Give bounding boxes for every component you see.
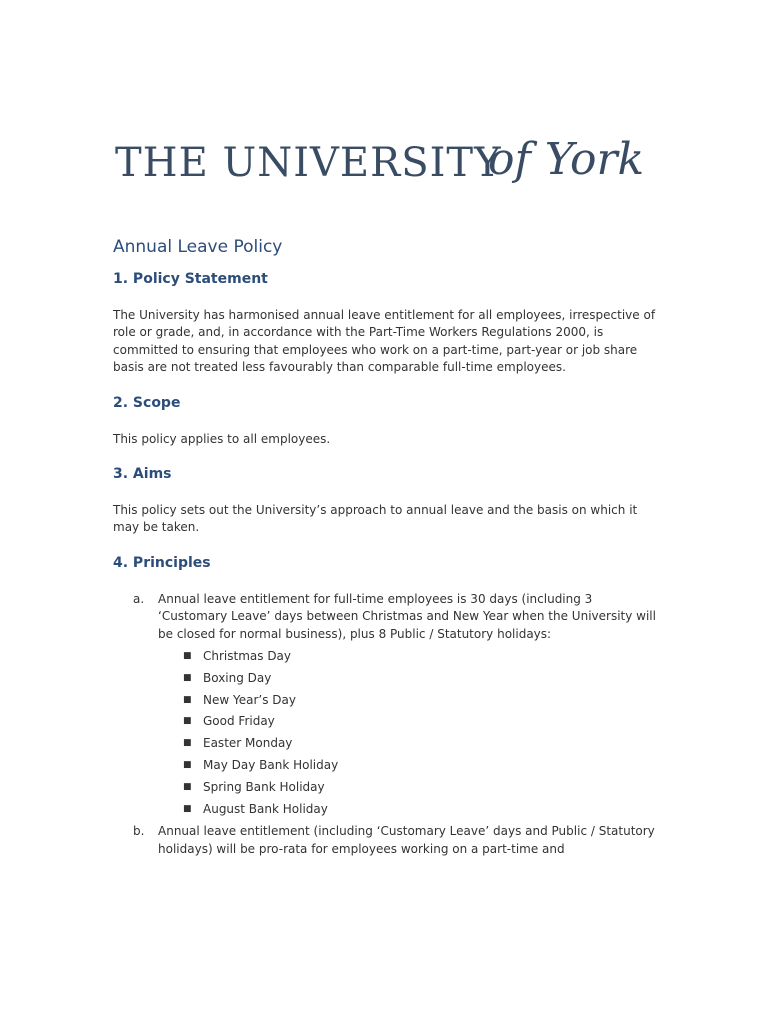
principle-marker: a.	[133, 591, 145, 606]
section-heading-scope: 2. Scope	[113, 394, 181, 411]
holiday-list	[158, 646, 658, 820]
university-of-york-logo	[110, 118, 660, 208]
square-bullet-icon: ■	[183, 672, 192, 683]
holiday-item	[158, 733, 658, 755]
principle-marker: b.	[133, 824, 145, 839]
principle-text: Annual leave entitlement for full-time employees is 30 days (including 3 ‘Customary Leave’ days between Christmas and New Year when the University will be closed for normal business), plus 8 Public / Statutory holidays:	[158, 591, 656, 641]
square-bullet-icon: ■	[183, 738, 192, 749]
logo-text-main: THE UNIVERSITY	[115, 140, 502, 186]
document-title: Annual Leave Policy	[113, 237, 283, 257]
holiday-label: Easter Monday	[203, 736, 293, 751]
square-bullet-icon: ■	[183, 781, 192, 792]
section-heading-policy-statement: 1. Policy Statement	[113, 271, 268, 287]
holiday-label: New Year’s Day	[203, 692, 296, 707]
principle-text: Annual leave entitlement (including ‘Customary Leave’ days and Public / Statutory holidays) will be pro-rata for employees working on a part-time and	[158, 824, 655, 856]
square-bullet-icon: ■	[183, 694, 192, 705]
section-heading-principles: 4. Principles	[113, 554, 211, 571]
principle-item	[113, 823, 658, 858]
holiday-label: Boxing Day	[203, 670, 272, 685]
holiday-item	[158, 755, 658, 777]
principle-item	[113, 591, 658, 821]
holiday-label: Spring Bank Holiday	[203, 779, 325, 794]
holiday-item	[158, 646, 658, 668]
square-bullet-icon: ■	[183, 760, 192, 771]
square-bullet-icon: ■	[183, 716, 192, 727]
holiday-item	[158, 690, 658, 712]
logo-text-script: of York	[488, 134, 645, 185]
holiday-item	[158, 668, 658, 690]
holiday-item	[158, 777, 658, 799]
holiday-label: Christmas Day	[203, 649, 292, 664]
holiday-item	[158, 711, 658, 733]
section-text-aims: This policy sets out the University’s approach to annual leave and the basis on which it may be taken.	[113, 503, 638, 535]
holiday-label: August Bank Holiday	[203, 801, 328, 816]
holiday-item	[158, 799, 658, 821]
square-bullet-icon: ■	[183, 651, 192, 662]
holiday-label: Good Friday	[203, 714, 275, 729]
section-text-policy-statement: The University has harmonised annual leave entitlement for all employees, irrespective of role or grade, and, in accordance with the Part-Time Workers Regulations 2000, is committed to ensuring that employees who work on a part-time, part-year or job share basis are not treated less favourably than comparable full-time employees.	[113, 308, 656, 375]
section-text-scope: This policy applies to all employees.	[113, 431, 331, 446]
principles-list	[113, 591, 658, 858]
document-body	[113, 232, 658, 858]
square-bullet-icon: ■	[183, 803, 192, 814]
section-heading-aims: 3. Aims	[113, 466, 172, 483]
holiday-label: May Day Bank Holiday	[203, 758, 339, 773]
